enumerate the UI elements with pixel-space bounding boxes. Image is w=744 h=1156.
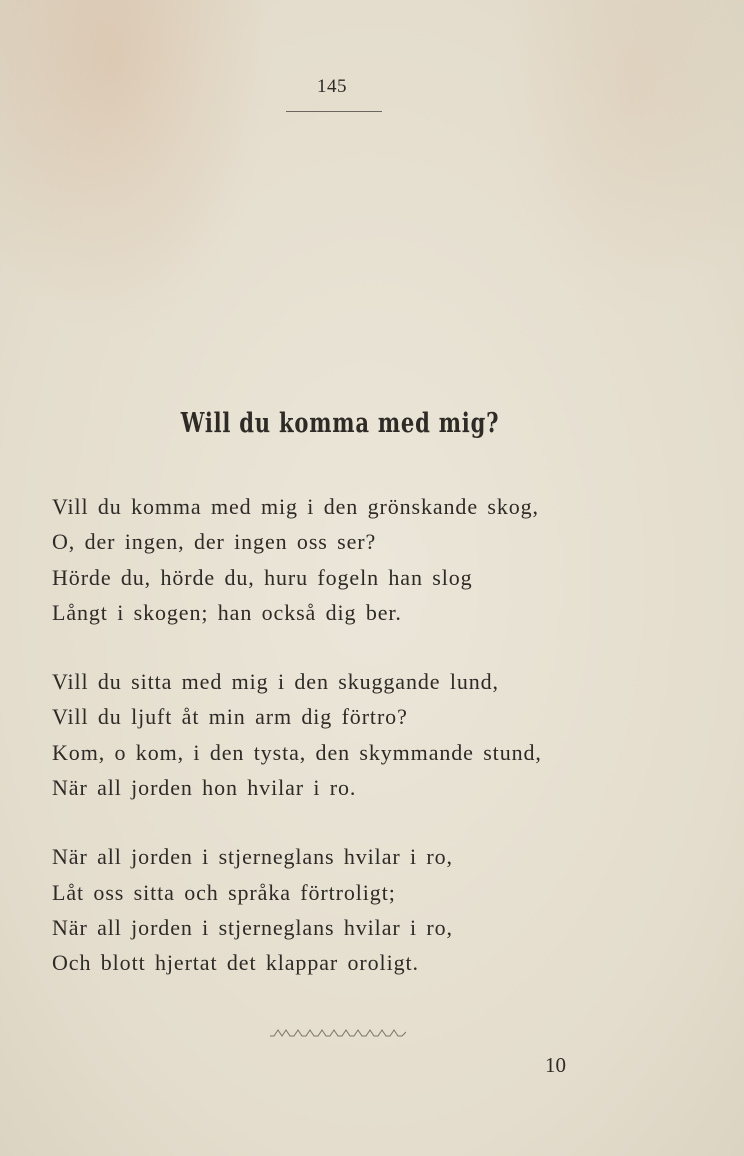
poem-title: Will du komma med mig? [180, 408, 500, 439]
header-rule [286, 111, 382, 112]
poem-line: När all jorden i stjerneglans hvilar i ro, [52, 914, 453, 940]
poem-body [52, 489, 652, 1015]
stanza [52, 489, 652, 630]
signature-number: 10 [545, 1053, 566, 1077]
stanza [52, 664, 652, 805]
poem-line: Låt oss sitta och språka förtroligt; [52, 879, 396, 905]
poem-line: När all jorden i stjerneglans hvilar i ro, [52, 844, 453, 870]
poem-line: När all jorden hon hvilar i ro. [52, 775, 357, 801]
poem-line: Vill du komma med mig i den grönskande skog, [52, 494, 539, 519]
poem-line: Vill du sitta med mig i den skuggande lund, [52, 669, 499, 695]
poem-line: Vill du ljuft åt min arm dig förtro? [52, 704, 408, 730]
zigzag-ornament [270, 1026, 406, 1040]
poem-line: Och blott hjertat det klappar oroligt. [52, 950, 419, 976]
poem-line: Hörde du, hörde du, huru fogeln han slog [52, 564, 473, 590]
stanza [52, 839, 652, 980]
page-number: 145 [317, 76, 347, 97]
poem-line: Långt i skogen; han också dig ber. [52, 599, 402, 625]
poem-line: O, der ingen, der ingen oss ser? [52, 529, 377, 555]
poem-line: Kom, o kom, i den tysta, den skymmande stund, [52, 739, 542, 765]
